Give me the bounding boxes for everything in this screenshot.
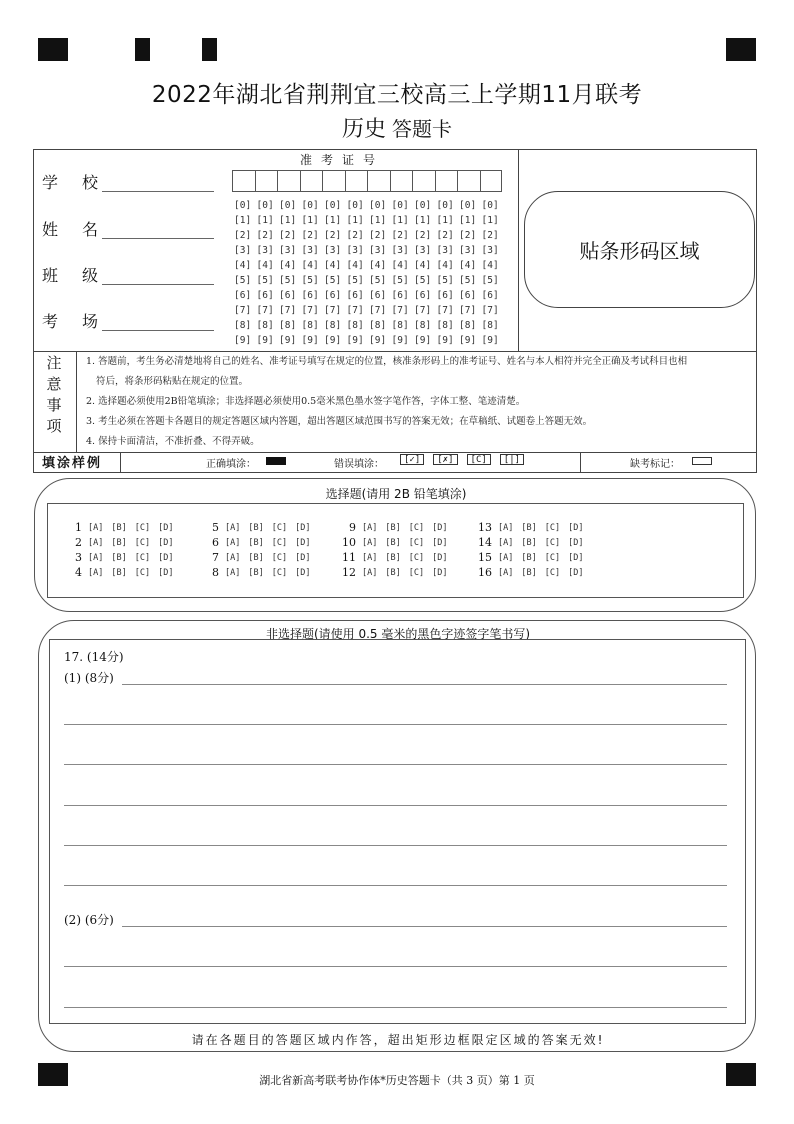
digit-bubble[interactable]: [4] xyxy=(459,260,477,271)
digit-bubble[interactable]: [0] xyxy=(279,200,297,211)
digit-bubble[interactable]: [2] xyxy=(346,230,364,241)
digit-bubble[interactable]: [3] xyxy=(301,245,319,256)
digit-bubble[interactable]: [1] xyxy=(279,215,297,226)
option-bubble[interactable]: [D] xyxy=(158,537,174,548)
digit-bubble[interactable]: [2] xyxy=(369,230,387,241)
absent-mark-box[interactable] xyxy=(692,457,712,465)
exam-id-label: 准考证号 xyxy=(300,153,385,167)
exam-id-box[interactable] xyxy=(480,170,503,192)
digit-bubble[interactable]: [0] xyxy=(369,200,387,211)
digit-bubble[interactable]: [6] xyxy=(324,290,342,301)
digit-bubble[interactable]: [5] xyxy=(234,275,252,286)
alignment-mark xyxy=(135,38,150,61)
wrong-fill-example: [C] xyxy=(467,454,491,465)
exam-id-box[interactable] xyxy=(345,170,368,192)
question-row xyxy=(66,565,181,580)
digit-bubble[interactable]: [3] xyxy=(256,245,274,256)
question-row xyxy=(203,520,318,535)
exam-id-box[interactable] xyxy=(255,170,278,192)
digit-bubble[interactable]: [3] xyxy=(414,245,432,256)
digit-bubble[interactable]: [3] xyxy=(324,245,342,256)
digit-bubble[interactable]: [8] xyxy=(391,320,409,331)
exam-id-boxes[interactable] xyxy=(232,170,502,192)
digit-bubble[interactable]: [5] xyxy=(324,275,342,286)
choice-section xyxy=(34,478,756,612)
exam-id-box[interactable] xyxy=(277,170,300,192)
digit-bubble[interactable]: [0] xyxy=(301,200,319,211)
digit-bubble[interactable]: [4] xyxy=(481,260,499,271)
option-bubble[interactable]: [C] xyxy=(271,552,288,563)
option-bubble[interactable]: [D] xyxy=(568,552,584,563)
question-row xyxy=(66,550,181,565)
question-row xyxy=(476,535,591,550)
option-bubble[interactable]: [A] xyxy=(88,537,104,548)
digit-bubble[interactable]: [1] xyxy=(369,215,387,226)
option-bubble[interactable]: [A] xyxy=(225,522,241,533)
page-title: 2022年湖北省荆荆宜三校高三上学期11月联考 xyxy=(151,82,643,108)
digit-bubble[interactable]: [7] xyxy=(301,305,319,316)
option-bubble[interactable]: [B] xyxy=(385,522,401,533)
class-field[interactable] xyxy=(42,263,222,289)
option-bubble[interactable]: [A] xyxy=(498,537,514,548)
digit-bubble[interactable]: [6] xyxy=(346,290,364,301)
option-bubble[interactable]: [C] xyxy=(544,552,561,563)
question-number: 15 xyxy=(478,551,492,564)
notice-item: 1. 答题前，考生务必清楚地将自己的姓名、准考证号填写在规定的位置，核准条形码上的准考证号、姓名与本人相符并完全正确及考试科目也相 xyxy=(86,356,688,367)
digit-bubble[interactable]: [6] xyxy=(436,290,454,301)
option-bubble[interactable]: [B] xyxy=(521,522,537,533)
option-bubble[interactable]: [A] xyxy=(88,552,104,563)
digit-bubble[interactable]: [1] xyxy=(391,215,409,226)
choice-grid xyxy=(47,503,744,598)
digit-row xyxy=(234,243,504,258)
digit-bubble[interactable]: [3] xyxy=(391,245,409,256)
option-bubble[interactable]: [B] xyxy=(111,552,127,563)
option-bubble[interactable]: [A] xyxy=(362,522,378,533)
wrong-fill-example: [|] xyxy=(500,454,524,465)
digit-bubble[interactable]: [0] xyxy=(414,200,432,211)
option-bubble[interactable]: [D] xyxy=(432,567,448,578)
question-row xyxy=(476,520,591,535)
digit-bubble[interactable]: [4] xyxy=(391,260,409,271)
name-field[interactable] xyxy=(42,217,222,243)
digit-bubble[interactable]: [3] xyxy=(481,245,499,256)
option-bubble[interactable]: [D] xyxy=(295,552,311,563)
notice-label-char: 项 xyxy=(46,417,62,435)
question-number: 5 xyxy=(212,521,219,534)
digit-row xyxy=(234,303,504,318)
question-number: 6 xyxy=(212,536,219,549)
option-bubble[interactable]: [D] xyxy=(432,552,448,563)
digit-row xyxy=(234,273,504,288)
barcode-area: 贴条形码区域 xyxy=(524,191,755,308)
digit-bubble[interactable]: [9] xyxy=(279,335,297,346)
option-bubble[interactable]: [C] xyxy=(544,522,561,533)
digit-bubble[interactable]: [7] xyxy=(324,305,342,316)
digit-bubble[interactable]: [3] xyxy=(369,245,387,256)
digit-row xyxy=(234,228,504,243)
digit-bubble[interactable]: [2] xyxy=(481,230,499,241)
option-bubble[interactable]: [C] xyxy=(408,552,425,563)
digit-bubble[interactable]: [8] xyxy=(256,320,274,331)
option-bubble[interactable]: [A] xyxy=(225,537,241,548)
digit-bubble[interactable]: [4] xyxy=(346,260,364,271)
digit-bubble[interactable]: [3] xyxy=(234,245,252,256)
option-bubble[interactable]: [A] xyxy=(88,567,104,578)
option-bubble[interactable]: [D] xyxy=(295,537,311,548)
digit-bubble[interactable]: [6] xyxy=(459,290,477,301)
question-number: 16 xyxy=(478,566,492,579)
digit-bubble[interactable]: [1] xyxy=(256,215,274,226)
question-row xyxy=(340,565,455,580)
digit-bubble[interactable]: [2] xyxy=(414,230,432,241)
digit-bubble[interactable]: [1] xyxy=(481,215,499,226)
notice-item: 2. 选择题必须使用2B铅笔填涂；非选择题必须使用0.5毫米黑色墨水签字笔作答，字体工整、笔迹清楚。 xyxy=(86,396,526,407)
digit-bubble[interactable]: [2] xyxy=(234,230,252,241)
option-bubble[interactable]: [A] xyxy=(225,567,241,578)
digit-bubble[interactable]: [5] xyxy=(481,275,499,286)
digit-bubble[interactable]: [4] xyxy=(279,260,297,271)
question-row xyxy=(66,520,181,535)
option-bubble[interactable]: [D] xyxy=(158,522,174,533)
notice-list xyxy=(86,352,746,452)
digit-bubble[interactable]: [1] xyxy=(414,215,432,226)
option-bubble[interactable]: [B] xyxy=(111,522,127,533)
option-bubble[interactable]: [D] xyxy=(432,522,448,533)
question-number: 13 xyxy=(478,521,492,534)
digit-bubble[interactable]: [0] xyxy=(391,200,409,211)
digit-bubble[interactable]: [7] xyxy=(459,305,477,316)
alignment-mark xyxy=(202,38,217,61)
digit-bubble[interactable]: [2] xyxy=(391,230,409,241)
question-number: 11 xyxy=(342,551,356,564)
digit-bubble[interactable]: [1] xyxy=(324,215,342,226)
digit-bubble[interactable]: [6] xyxy=(369,290,387,301)
school-field[interactable] xyxy=(42,170,222,196)
wrong-fill-examples xyxy=(400,454,524,465)
digit-bubble[interactable]: [4] xyxy=(324,260,342,271)
digit-bubble[interactable]: [5] xyxy=(346,275,364,286)
digit-bubble[interactable]: [8] xyxy=(414,320,432,331)
digit-bubble[interactable]: [1] xyxy=(234,215,252,226)
room-field[interactable] xyxy=(42,309,222,335)
option-bubble[interactable]: [B] xyxy=(111,537,127,548)
question-number: 4 xyxy=(75,566,82,579)
name-label: 姓 名 xyxy=(42,220,98,239)
option-bubble[interactable]: [B] xyxy=(385,552,401,563)
question-row xyxy=(340,520,455,535)
digit-bubble[interactable]: [7] xyxy=(279,305,297,316)
digit-bubble[interactable]: [2] xyxy=(324,230,342,241)
digit-bubble[interactable]: [9] xyxy=(234,335,252,346)
digit-bubble[interactable]: [8] xyxy=(459,320,477,331)
digit-bubble[interactable]: [5] xyxy=(256,275,274,286)
question-row xyxy=(476,565,591,580)
notice-item: 4. 保持卡面清洁，不准折叠、不得弄破。 xyxy=(86,436,260,447)
digit-bubble[interactable]: [6] xyxy=(414,290,432,301)
digit-bubble[interactable]: [5] xyxy=(459,275,477,286)
wrong-fill-example: [✗] xyxy=(433,454,457,465)
option-bubble[interactable]: [A] xyxy=(225,552,241,563)
sample-title: 填涂样例 xyxy=(42,456,103,471)
digit-row xyxy=(234,288,504,303)
question-row xyxy=(203,550,318,565)
part-1-label: (1) (8分) xyxy=(64,671,114,685)
option-bubble[interactable]: [A] xyxy=(498,552,514,563)
option-bubble[interactable]: [A] xyxy=(362,537,378,548)
option-bubble[interactable]: [C] xyxy=(134,537,151,548)
question-number: 3 xyxy=(75,551,82,564)
digit-bubble[interactable]: [3] xyxy=(279,245,297,256)
nonchoice-section xyxy=(38,620,756,1052)
exam-id-box[interactable] xyxy=(412,170,435,192)
page-footer: 湖北省新高考联考协作体*历史答题卡（共 3 页）第 1 页 xyxy=(259,1074,535,1087)
alignment-mark xyxy=(726,38,756,61)
digit-bubble[interactable]: [0] xyxy=(234,200,252,211)
digit-bubble[interactable]: [3] xyxy=(346,245,364,256)
digit-bubble[interactable]: [6] xyxy=(481,290,499,301)
digit-bubble[interactable]: [6] xyxy=(391,290,409,301)
option-bubble[interactable]: [D] xyxy=(568,567,584,578)
digit-bubble[interactable]: [0] xyxy=(256,200,274,211)
option-bubble[interactable]: [B] xyxy=(521,537,537,548)
digit-bubble[interactable]: [0] xyxy=(346,200,364,211)
option-bubble[interactable]: [D] xyxy=(295,567,311,578)
question-number: 10 xyxy=(342,536,356,549)
digit-bubble[interactable]: [0] xyxy=(324,200,342,211)
digit-bubble[interactable]: [9] xyxy=(369,335,387,346)
digit-bubble[interactable]: [8] xyxy=(369,320,387,331)
answer-area-warning: 请在各题目的答题区域内作答，超出矩形边框限定区域的答案无效! xyxy=(191,1033,605,1047)
option-bubble[interactable]: [D] xyxy=(158,567,174,578)
digit-bubble[interactable]: [9] xyxy=(414,335,432,346)
question-17-label: 17. (14分) xyxy=(64,650,124,664)
digit-bubble[interactable]: [8] xyxy=(436,320,454,331)
option-bubble[interactable]: [C] xyxy=(134,567,151,578)
digit-bubble[interactable]: [7] xyxy=(346,305,364,316)
digit-bubble[interactable]: [2] xyxy=(256,230,274,241)
digit-bubble[interactable]: [6] xyxy=(256,290,274,301)
option-bubble[interactable]: [A] xyxy=(88,522,104,533)
digit-bubble[interactable]: [8] xyxy=(346,320,364,331)
digit-bubble[interactable]: [8] xyxy=(481,320,499,331)
option-bubble[interactable]: [B] xyxy=(248,567,264,578)
option-bubble[interactable]: [C] xyxy=(408,537,425,548)
question-number: 2 xyxy=(75,536,82,549)
school-label: 学 校 xyxy=(42,173,98,192)
notice-label-char: 注 xyxy=(46,354,62,372)
option-bubble[interactable]: [D] xyxy=(568,522,584,533)
question-row xyxy=(203,535,318,550)
question-row xyxy=(476,550,591,565)
digit-bubble[interactable]: [6] xyxy=(279,290,297,301)
question-number: 9 xyxy=(349,521,356,534)
digit-bubble[interactable]: [1] xyxy=(346,215,364,226)
nonchoice-title: 非选择题(请使用 0.5 毫米的黑色字迹签字笔书写) xyxy=(265,627,531,641)
exam-id-box[interactable] xyxy=(435,170,458,192)
digit-bubble[interactable]: [2] xyxy=(459,230,477,241)
digit-bubble[interactable]: [9] xyxy=(391,335,409,346)
option-bubble[interactable]: [C] xyxy=(408,522,425,533)
question-column xyxy=(203,520,318,580)
question-column xyxy=(66,520,181,580)
digit-bubble[interactable]: [4] xyxy=(234,260,252,271)
question-column xyxy=(340,520,455,580)
digit-bubble[interactable]: [9] xyxy=(324,335,342,346)
digit-bubble[interactable]: [2] xyxy=(279,230,297,241)
option-bubble[interactable]: [D] xyxy=(432,537,448,548)
digit-bubble[interactable]: [7] xyxy=(234,305,252,316)
digit-row xyxy=(234,318,504,333)
option-bubble[interactable]: [B] xyxy=(521,567,537,578)
digit-bubble[interactable]: [7] xyxy=(481,305,499,316)
digit-bubble[interactable]: [1] xyxy=(301,215,319,226)
option-bubble[interactable]: [C] xyxy=(544,537,561,548)
digit-bubble[interactable]: [7] xyxy=(369,305,387,316)
digit-row xyxy=(234,213,504,228)
digit-bubble[interactable]: [4] xyxy=(369,260,387,271)
digit-bubble[interactable]: [5] xyxy=(301,275,319,286)
digit-row xyxy=(234,333,504,348)
digit-bubble[interactable]: [9] xyxy=(481,335,499,346)
part-2-label: (2) (6分) xyxy=(64,913,114,927)
exam-id-box[interactable] xyxy=(300,170,323,192)
option-bubble[interactable]: [B] xyxy=(111,567,127,578)
question-number: 14 xyxy=(478,536,492,549)
option-bubble[interactable]: [C] xyxy=(271,567,288,578)
exam-id-box[interactable] xyxy=(367,170,390,192)
digit-row xyxy=(234,258,504,273)
option-bubble[interactable]: [D] xyxy=(295,522,311,533)
digit-bubble[interactable]: [0] xyxy=(481,200,499,211)
digit-bubble[interactable]: [5] xyxy=(279,275,297,286)
digit-bubble[interactable]: [4] xyxy=(256,260,274,271)
option-bubble[interactable]: [B] xyxy=(385,537,401,548)
wrong-fill-label: 错误填涂： xyxy=(334,459,384,470)
option-bubble[interactable]: [A] xyxy=(362,552,378,563)
option-bubble[interactable]: [B] xyxy=(248,522,264,533)
exam-id-box[interactable] xyxy=(390,170,413,192)
digit-bubble[interactable]: [8] xyxy=(234,320,252,331)
digit-bubble[interactable]: [7] xyxy=(436,305,454,316)
option-bubble[interactable]: [A] xyxy=(362,567,378,578)
choice-title: 选择题(请用 2B 铅笔填涂) xyxy=(325,487,467,501)
digit-bubble[interactable]: [7] xyxy=(391,305,409,316)
absent-mark-label: 缺考标记： xyxy=(630,459,680,470)
digit-bubble[interactable]: [8] xyxy=(301,320,319,331)
digit-bubble[interactable]: [0] xyxy=(436,200,454,211)
question-row xyxy=(203,565,318,580)
digit-bubble[interactable]: [3] xyxy=(436,245,454,256)
option-bubble[interactable]: [B] xyxy=(248,552,264,563)
digit-bubble[interactable]: [1] xyxy=(436,215,454,226)
question-number: 12 xyxy=(342,566,356,579)
question-number: 8 xyxy=(212,566,219,579)
exam-id-box[interactable] xyxy=(322,170,345,192)
digit-bubble[interactable]: [4] xyxy=(414,260,432,271)
digit-bubble[interactable]: [5] xyxy=(391,275,409,286)
option-bubble[interactable]: [D] xyxy=(158,552,174,563)
digit-bubble[interactable]: [4] xyxy=(436,260,454,271)
option-bubble[interactable]: [C] xyxy=(544,567,561,578)
notice-item: 符后，将条形码粘贴在规定的位置。 xyxy=(96,376,249,387)
digit-bubble[interactable]: [2] xyxy=(301,230,319,241)
option-bubble[interactable]: [A] xyxy=(498,522,514,533)
question-row xyxy=(66,535,181,550)
question-row xyxy=(340,535,455,550)
digit-bubble[interactable]: [6] xyxy=(301,290,319,301)
option-bubble[interactable]: [C] xyxy=(271,522,288,533)
digit-bubble[interactable]: [3] xyxy=(459,245,477,256)
room-label: 考 场 xyxy=(42,312,98,331)
question-column xyxy=(476,520,591,580)
question-row xyxy=(340,550,455,565)
digit-bubble[interactable]: [2] xyxy=(436,230,454,241)
option-bubble[interactable]: [D] xyxy=(568,537,584,548)
option-bubble[interactable]: [C] xyxy=(134,552,151,563)
answer-card-label: 答题卡 xyxy=(392,117,452,141)
page-subtitle xyxy=(0,112,794,143)
digit-bubble[interactable]: [1] xyxy=(459,215,477,226)
digit-bubble[interactable]: [8] xyxy=(324,320,342,331)
notice-label xyxy=(40,353,68,437)
notice-label-char: 事 xyxy=(46,396,62,414)
digit-row xyxy=(234,198,504,213)
digit-bubble[interactable]: [9] xyxy=(256,335,274,346)
digit-bubble[interactable]: [4] xyxy=(301,260,319,271)
class-label: 班 级 xyxy=(42,266,98,285)
correct-fill-example xyxy=(266,457,286,465)
question-number: 1 xyxy=(75,521,82,534)
digit-bubble[interactable]: [6] xyxy=(234,290,252,301)
correct-fill-label: 正确填涂： xyxy=(206,459,256,470)
digit-bubble[interactable]: [7] xyxy=(414,305,432,316)
digit-bubble[interactable]: [9] xyxy=(301,335,319,346)
wrong-fill-example: [✓] xyxy=(400,454,424,465)
digit-bubble[interactable]: [9] xyxy=(459,335,477,346)
digit-bubble[interactable]: [5] xyxy=(414,275,432,286)
notice-label-char: 意 xyxy=(46,375,62,393)
digit-bubble[interactable]: [5] xyxy=(369,275,387,286)
subject-label: 历史 xyxy=(341,117,386,142)
exam-id-digit-grid[interactable] xyxy=(234,198,504,348)
question-number: 7 xyxy=(212,551,219,564)
answer-area[interactable] xyxy=(49,639,746,1024)
option-bubble[interactable]: [A] xyxy=(498,567,514,578)
digit-bubble[interactable]: [5] xyxy=(436,275,454,286)
option-bubble[interactable]: [C] xyxy=(271,537,288,548)
digit-bubble[interactable]: [9] xyxy=(346,335,364,346)
fill-sample-row xyxy=(34,451,756,472)
option-bubble[interactable]: [C] xyxy=(134,522,151,533)
alignment-mark xyxy=(38,38,68,61)
option-bubble[interactable]: [B] xyxy=(521,552,537,563)
option-bubble[interactable]: [B] xyxy=(248,537,264,548)
digit-bubble[interactable]: [7] xyxy=(256,305,274,316)
digit-bubble[interactable]: [9] xyxy=(436,335,454,346)
exam-id-box[interactable] xyxy=(457,170,480,192)
digit-bubble[interactable]: [8] xyxy=(279,320,297,331)
option-bubble[interactable]: [C] xyxy=(408,567,425,578)
exam-id-box[interactable] xyxy=(232,170,255,192)
digit-bubble[interactable]: [0] xyxy=(459,200,477,211)
option-bubble[interactable]: [B] xyxy=(385,567,401,578)
notice-item: 3. 考生必须在答题卡各题目的规定答题区域内答题，超出答题区域范围书写的答案无效；在草稿纸、试题卷上答题无效。 xyxy=(86,416,593,427)
